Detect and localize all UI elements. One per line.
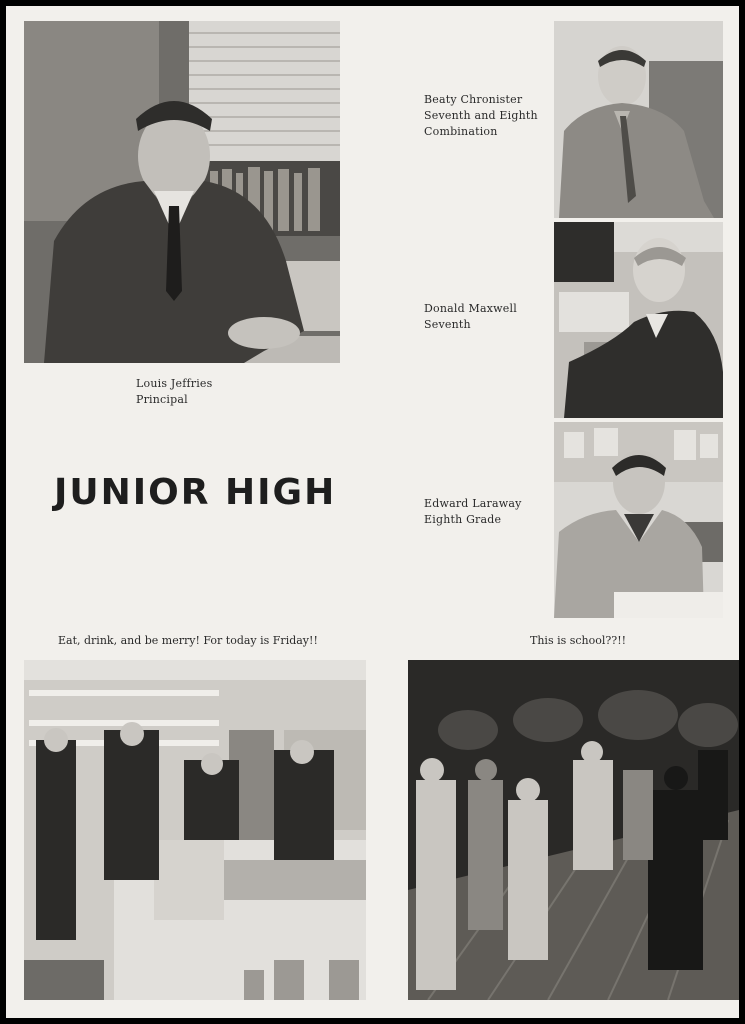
teacher-name: Donald Maxwell <box>424 302 517 315</box>
dance-photo <box>408 660 739 1000</box>
teacher-name: Beaty Chronister <box>424 93 523 106</box>
kitchen-photo <box>24 660 366 1000</box>
teacher-name: Edward Laraway <box>424 497 522 510</box>
teacher-grade-extra: Combination <box>424 125 498 138</box>
dance-caption: This is school??!! <box>530 634 627 647</box>
principal-role: Principal <box>136 393 188 406</box>
teacher-grade: Seventh and Eighth <box>424 109 538 122</box>
principal-photo <box>24 21 340 363</box>
principal-name: Louis Jeffries <box>136 377 213 390</box>
yearbook-page <box>6 6 739 1018</box>
teacher-caption-laraway <box>424 496 522 528</box>
section-title: JUNIOR HIGH <box>54 472 337 513</box>
teacher-photo-maxwell <box>554 222 723 418</box>
teacher-caption-chronister <box>424 92 538 140</box>
teacher-grade: Seventh <box>424 318 471 331</box>
kitchen-caption: Eat, drink, and be merry! For today is Friday!! <box>58 634 318 647</box>
teacher-grade: Eighth Grade <box>424 513 502 526</box>
teacher-photo-chronister <box>554 21 723 218</box>
principal-caption <box>136 376 212 408</box>
teacher-caption-maxwell <box>424 301 517 333</box>
teacher-photo-laraway <box>554 422 723 618</box>
